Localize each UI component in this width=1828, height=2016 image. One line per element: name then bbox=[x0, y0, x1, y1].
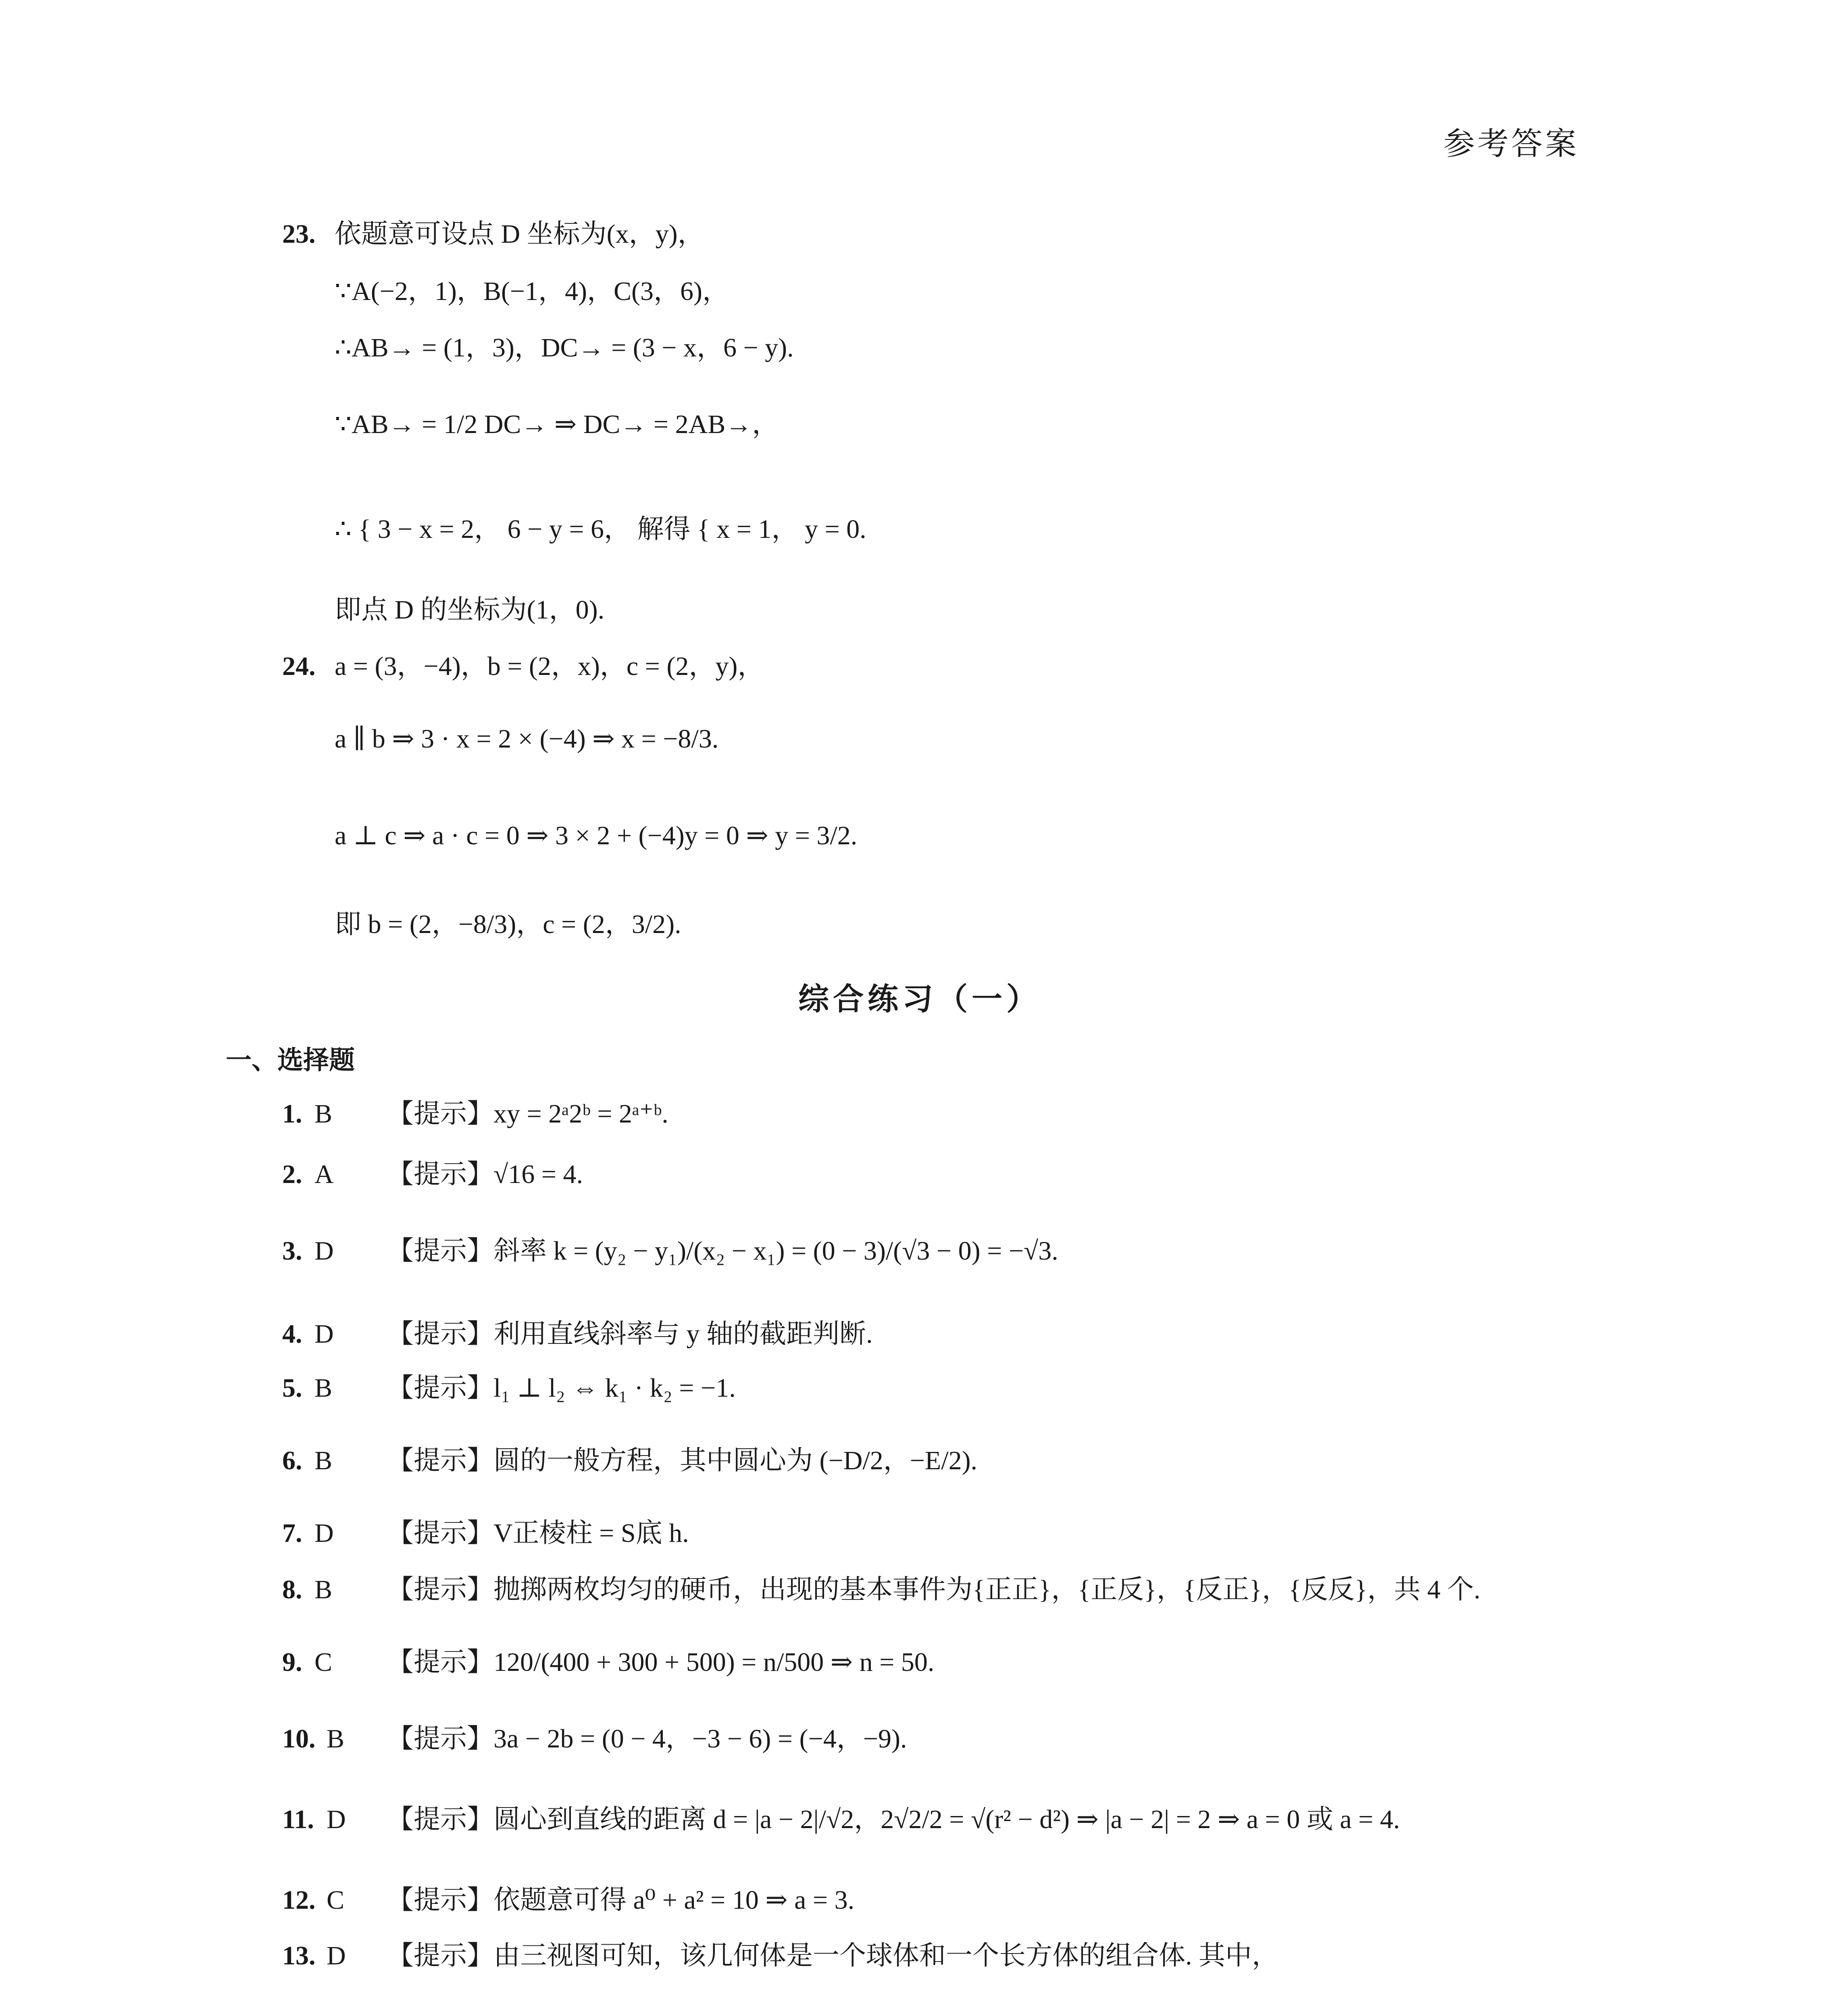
solution-line: a = (3，−4)，b = (2，x)，c = (2，y)， bbox=[335, 652, 764, 681]
choice-hint: 【提示】利用直线斜率与 y 轴的截距判断. bbox=[387, 1319, 873, 1349]
choice-number: 2. bbox=[282, 1160, 302, 1189]
choice-hint: 【提示】依题意可得 a⁰ + a² = 10 ⇒ a = 3. bbox=[387, 1885, 855, 1915]
solution-line: 依题意可设点 D 坐标为(x，y)， bbox=[335, 219, 704, 249]
solution-line: a ⊥ c ⇒ a · c = 0 ⇒ 3 × 2 + (−4)y = 0 ⇒ y = 3/2. bbox=[335, 821, 858, 850]
solution-line: 即点 D 的坐标为(1，0). bbox=[335, 595, 605, 625]
choice-answer: A bbox=[314, 1160, 334, 1189]
choice-number: 5. bbox=[282, 1373, 302, 1403]
choice-number: 12. bbox=[282, 1885, 316, 1915]
choice-number: 4. bbox=[282, 1319, 302, 1349]
choice-answer: D bbox=[314, 1518, 334, 1548]
choice-hint: 【提示】斜率 k = (y₂ − y₁)/(x₂ − x₁) = (0 − 3)/(√3 − 0) = −√3. bbox=[387, 1236, 1058, 1266]
choice-answer: D bbox=[327, 1941, 346, 1970]
choice-hint: 【提示】120/(400 + 300 + 500) = n/500 ⇒ n = 50. bbox=[387, 1647, 935, 1677]
choice-number: 11. bbox=[282, 1805, 314, 1834]
page-header: 参考答案 bbox=[1443, 126, 1579, 162]
solution-line: ∵A(−2，1)，B(−1，4)，C(3，6)， bbox=[335, 277, 729, 306]
solution-line: 即 b = (2，−8/3)，c = (2，3/2). bbox=[335, 910, 681, 939]
choice-hint: 【提示】圆的一般方程，其中圆心为 (−D/2，−E/2). bbox=[387, 1446, 978, 1475]
solution-line: a ∥ b ⇒ 3 · x = 2 × (−4) ⇒ x = −8/3. bbox=[335, 724, 719, 754]
choice-number: 10. bbox=[282, 1724, 316, 1754]
choice-answer: B bbox=[314, 1446, 333, 1475]
problem-number: 24. bbox=[282, 652, 316, 681]
choice-hint: 【提示】抛掷两枚均匀的硬币，出现的基本事件为{正正}，{正反}，{反正}，{反反}，共 4 个. bbox=[387, 1575, 1480, 1604]
choice-answer: D bbox=[314, 1319, 334, 1349]
choice-answer: B bbox=[314, 1575, 333, 1604]
choice-hint: 【提示】圆心到直线的距离 d = |a − 2|/√2，2√2/2 = √(r² − d²) ⇒ |a − 2| = 2 ⇒ a = 0 或 a = 4. bbox=[387, 1805, 1400, 1834]
solution-line: ∴AB→ = (1，3)，DC→ = (3 − x，6 − y). bbox=[335, 333, 794, 362]
choice-number: 1. bbox=[282, 1099, 302, 1129]
choice-number: 6. bbox=[282, 1446, 302, 1475]
choice-answer: C bbox=[327, 1885, 345, 1915]
choice-answer: B bbox=[314, 1099, 333, 1129]
category-heading: 一、选择题 bbox=[226, 1045, 355, 1075]
choice-hint: 【提示】l₁ ⊥ l₂ ⇔ k₁ · k₂ = −1. bbox=[387, 1373, 736, 1403]
choice-answer: B bbox=[314, 1373, 333, 1403]
solution-line: ∴ { 3 − x = 2， 6 − y = 6， 解得 { x = 1， y = 0. bbox=[335, 514, 866, 544]
choice-hint: 【提示】3a − 2b = (0 − 4，−3 − 6) = (−4，−9). bbox=[387, 1724, 907, 1754]
choice-hint: 【提示】√16 = 4. bbox=[387, 1160, 583, 1189]
choice-number: 13. bbox=[282, 1941, 316, 1970]
choice-number: 9. bbox=[282, 1647, 302, 1677]
choice-answer: D bbox=[327, 1805, 346, 1834]
choice-number: 3. bbox=[282, 1236, 302, 1266]
choice-answer: C bbox=[314, 1647, 333, 1677]
solution-line: ∵AB→ = 1/2 DC→ ⇒ DC→ = 2AB→， bbox=[335, 410, 779, 439]
section-title: 综合练习（一） bbox=[798, 981, 1041, 1017]
choice-hint: 【提示】xy = 2ᵃ2ᵇ = 2ᵃ⁺ᵇ. bbox=[387, 1099, 668, 1129]
choice-number: 8. bbox=[282, 1575, 302, 1604]
choice-answer: D bbox=[314, 1236, 334, 1266]
choice-hint: 【提示】V正棱柱 = S底 h. bbox=[387, 1518, 689, 1548]
problem-number: 23. bbox=[282, 219, 316, 249]
choice-number: 7. bbox=[282, 1518, 302, 1548]
choice-hint: 【提示】由三视图可知，该几何体是一个球体和一个长方体的组合体. 其中， bbox=[387, 1941, 1278, 1970]
choice-answer: B bbox=[327, 1724, 345, 1754]
